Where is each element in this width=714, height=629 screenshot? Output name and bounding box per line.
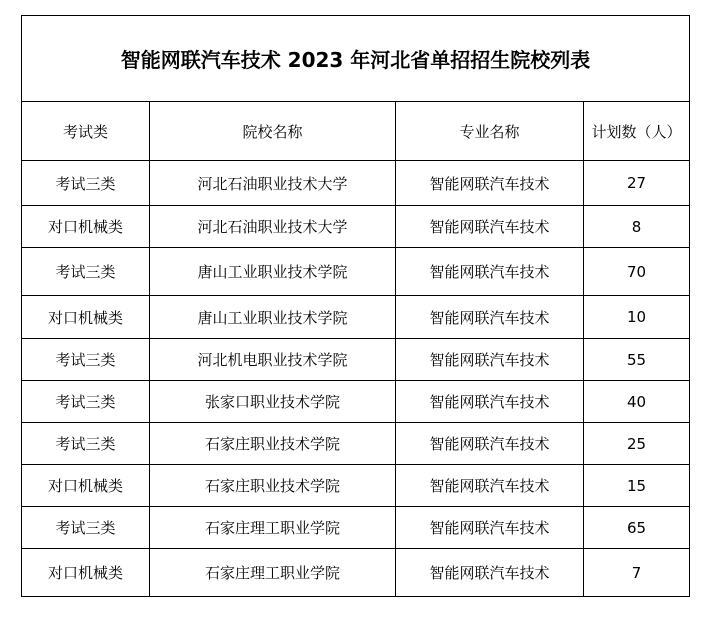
cell-school: 石家庄职业技术学院 — [150, 465, 396, 507]
cell-major: 智能网联汽车技术 — [396, 423, 584, 465]
cell-category: 考试三类 — [22, 507, 150, 549]
cell-major: 智能网联汽车技术 — [396, 248, 584, 296]
cell-plan: 8 — [584, 206, 690, 248]
cell-major: 智能网联汽车技术 — [396, 206, 584, 248]
table-row — [22, 507, 690, 549]
cell-category: 考试三类 — [22, 248, 150, 296]
admissions-table-container — [21, 15, 689, 597]
cell-major: 智能网联汽车技术 — [396, 339, 584, 381]
cell-plan: 10 — [584, 296, 690, 339]
cell-major: 智能网联汽车技术 — [396, 465, 584, 507]
cell-plan: 7 — [584, 549, 690, 597]
cell-school: 石家庄理工职业学院 — [150, 507, 396, 549]
cell-plan: 70 — [584, 248, 690, 296]
header-major: 专业名称 — [396, 102, 584, 161]
cell-major: 智能网联汽车技术 — [396, 296, 584, 339]
cell-major: 智能网联汽车技术 — [396, 507, 584, 549]
cell-category: 考试三类 — [22, 381, 150, 423]
table-row — [22, 206, 690, 248]
cell-category: 考试三类 — [22, 423, 150, 465]
cell-major: 智能网联汽车技术 — [396, 381, 584, 423]
admissions-table — [21, 15, 690, 597]
cell-major: 智能网联汽车技术 — [396, 549, 584, 597]
cell-school: 唐山工业职业技术学院 — [150, 296, 396, 339]
cell-category: 对口机械类 — [22, 549, 150, 597]
table-title: 智能网联汽车技术 2023 年河北省单招招生院校列表 — [22, 16, 690, 102]
cell-school: 唐山工业职业技术学院 — [150, 248, 396, 296]
cell-plan: 27 — [584, 161, 690, 206]
header-category: 考试类 — [22, 102, 150, 161]
table-row — [22, 465, 690, 507]
cell-major: 智能网联汽车技术 — [396, 161, 584, 206]
cell-plan: 55 — [584, 339, 690, 381]
table-row — [22, 423, 690, 465]
table-row — [22, 549, 690, 597]
header-school: 院校名称 — [150, 102, 396, 161]
cell-category: 对口机械类 — [22, 296, 150, 339]
header-row — [22, 102, 690, 161]
table-row — [22, 381, 690, 423]
cell-category: 对口机械类 — [22, 206, 150, 248]
title-row — [22, 16, 690, 102]
cell-school: 河北机电职业技术学院 — [150, 339, 396, 381]
cell-plan: 40 — [584, 381, 690, 423]
cell-plan: 25 — [584, 423, 690, 465]
table-row — [22, 161, 690, 206]
cell-school: 石家庄职业技术学院 — [150, 423, 396, 465]
table-row — [22, 248, 690, 296]
cell-school: 张家口职业技术学院 — [150, 381, 396, 423]
cell-category: 考试三类 — [22, 161, 150, 206]
table-row — [22, 296, 690, 339]
cell-category: 考试三类 — [22, 339, 150, 381]
header-plan: 计划数（人） — [584, 102, 690, 161]
cell-plan: 15 — [584, 465, 690, 507]
cell-school: 河北石油职业技术大学 — [150, 161, 396, 206]
table-row — [22, 339, 690, 381]
cell-plan: 65 — [584, 507, 690, 549]
cell-category: 对口机械类 — [22, 465, 150, 507]
cell-school: 石家庄理工职业学院 — [150, 549, 396, 597]
cell-school: 河北石油职业技术大学 — [150, 206, 396, 248]
